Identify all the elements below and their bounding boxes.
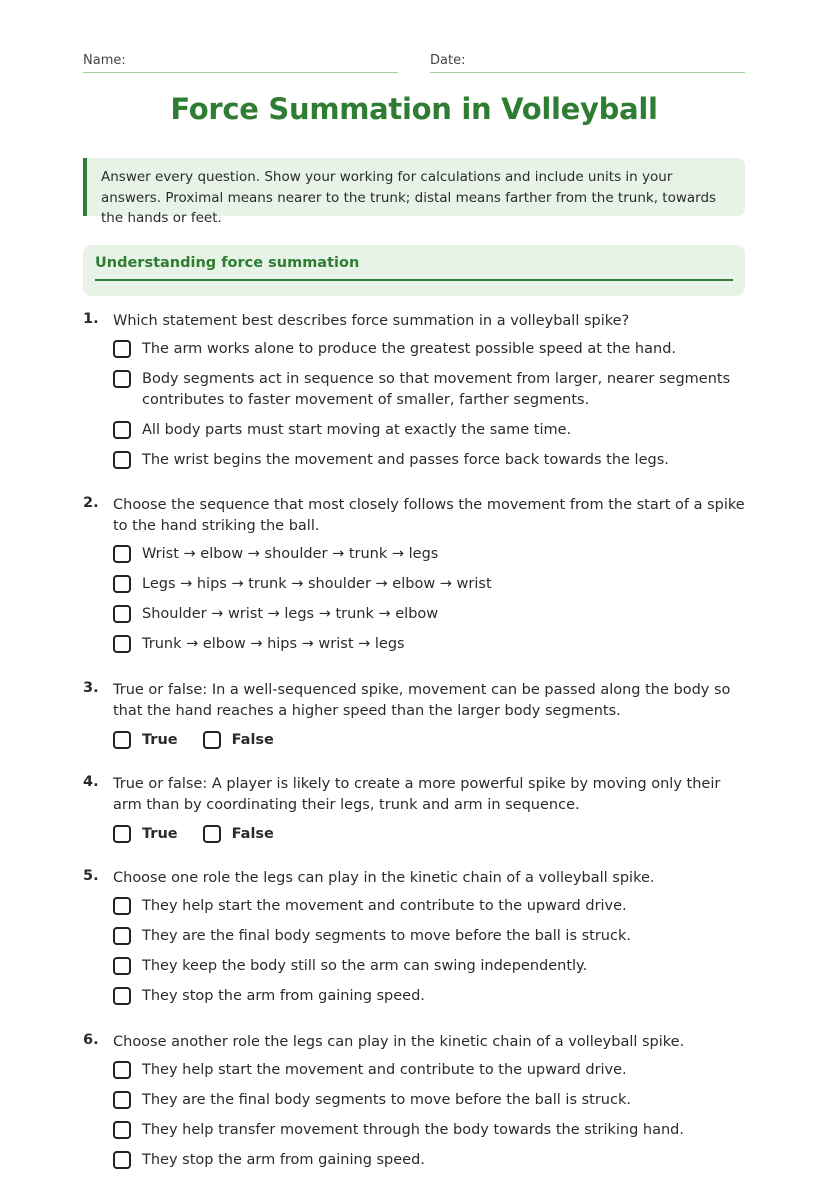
answer-option[interactable] (113, 1090, 745, 1111)
question-text: True or false: In a well-sequenced spike, movement can be passed along the body so that the hand reaches a higher speed than the larger body segments. (113, 682, 731, 719)
option-label: They stop the arm from gaining speed. (142, 1152, 425, 1168)
option-label: They are the final body segments to move before the ball is struck. (142, 1092, 631, 1108)
checkbox[interactable] (113, 1091, 131, 1109)
option-label: True (142, 732, 178, 748)
answer-option[interactable] (113, 369, 745, 411)
question-number: 6. (83, 1032, 99, 1048)
answer-option[interactable] (113, 1120, 745, 1141)
checkbox[interactable] (113, 825, 131, 843)
option-label: Trunk → elbow → hips → wrist → legs (142, 636, 405, 652)
checkbox[interactable] (113, 421, 131, 439)
answer-option[interactable] (113, 450, 745, 471)
option-label: False (231, 732, 274, 748)
checkbox[interactable] (113, 635, 131, 653)
date-label: Date: (430, 53, 466, 68)
answer-option[interactable] (113, 896, 745, 917)
checkbox[interactable] (113, 1061, 131, 1079)
option-label: Wrist → elbow → shoulder → trunk → legs (142, 546, 439, 562)
question-text: Which statement best describes force summation in a volleyball spike? (113, 313, 630, 329)
answer-option-false[interactable] (203, 824, 274, 845)
question-number: 2. (83, 495, 99, 511)
option-label: They help start the movement and contribute to the upward drive. (142, 898, 627, 914)
section-header (83, 245, 745, 296)
option-label: False (231, 826, 274, 842)
question-3 (83, 680, 745, 751)
answer-option[interactable] (113, 574, 745, 595)
question-5 (83, 868, 745, 1016)
answer-option[interactable] (113, 634, 745, 655)
option-label: Shoulder → wrist → legs → trunk → elbow (142, 606, 439, 622)
option-label: All body parts must start moving at exactly the same time. (142, 422, 572, 438)
question-text: Choose one role the legs can play in the kinetic chain of a volleyball spike. (113, 870, 655, 886)
question-text: Choose another role the legs can play in the kinetic chain of a volleyball spike. (113, 1034, 685, 1050)
checkbox[interactable] (113, 340, 131, 358)
answer-option[interactable] (113, 986, 745, 1007)
option-label: True (142, 826, 178, 842)
checkbox[interactable] (113, 575, 131, 593)
question-number: 1. (83, 311, 99, 327)
question-1 (83, 311, 745, 480)
checkbox[interactable] (113, 1151, 131, 1169)
checkbox[interactable] (113, 451, 131, 469)
checkbox[interactable] (113, 957, 131, 975)
option-label: They keep the body still so the arm can swing independently. (142, 958, 588, 974)
section-title: Understanding force summation (95, 255, 733, 281)
question-text: True or false: A player is likely to create a more powerful spike by moving only their arm than by coordinating their legs, trunk and arm in sequence. (113, 776, 721, 813)
question-number: 4. (83, 774, 99, 790)
option-label: The wrist begins the movement and passes force back towards the legs. (142, 452, 669, 468)
answer-option[interactable] (113, 604, 745, 625)
checkbox[interactable] (203, 731, 221, 749)
question-number: 3. (83, 680, 99, 696)
option-label: Legs → hips → trunk → shoulder → elbow → wrist (142, 576, 492, 592)
answer-option[interactable] (113, 956, 745, 977)
option-label: They help start the movement and contribute to the upward drive. (142, 1062, 627, 1078)
option-label: Body segments act in sequence so that movement from larger, nearer segments contributes to faster movement of smaller, farther segments. (142, 371, 731, 408)
answer-option-false[interactable] (203, 730, 274, 751)
answer-option[interactable] (113, 420, 745, 441)
instructions-box: Answer every question. Show your working for calculations and include units in your answers. Proximal means nearer to the trunk; distal means farther from the trunk, towards the hands or feet. (83, 158, 745, 216)
answer-option-true[interactable] (113, 824, 178, 845)
name-label: Name: (83, 53, 126, 68)
page-title: Force Summation in Volleyball (170, 92, 658, 126)
option-label: They are the final body segments to move before the ball is struck. (142, 928, 631, 944)
checkbox[interactable] (113, 545, 131, 563)
answer-option[interactable] (113, 544, 745, 565)
question-number: 5. (83, 868, 99, 884)
checkbox[interactable] (113, 897, 131, 915)
checkbox[interactable] (113, 1121, 131, 1139)
answer-option-true[interactable] (113, 730, 178, 751)
checkbox[interactable] (113, 605, 131, 623)
checkbox[interactable] (113, 927, 131, 945)
answer-option[interactable] (113, 1060, 745, 1081)
question-2 (83, 495, 745, 664)
option-label: The arm works alone to produce the greatest possible speed at the hand. (142, 341, 677, 357)
checkbox[interactable] (113, 370, 131, 388)
name-field[interactable] (83, 52, 398, 73)
date-field[interactable] (430, 52, 745, 73)
answer-option[interactable] (113, 1150, 745, 1171)
answer-option[interactable] (113, 339, 745, 360)
checkbox[interactable] (113, 731, 131, 749)
option-label: They stop the arm from gaining speed. (142, 988, 425, 1004)
checkbox[interactable] (203, 825, 221, 843)
question-text: Choose the sequence that most closely follows the movement from the start of a spike to the hand striking the ball. (113, 497, 745, 534)
question-4 (83, 774, 745, 845)
checkbox[interactable] (113, 987, 131, 1005)
answer-option[interactable] (113, 926, 745, 947)
question-6 (83, 1032, 745, 1180)
option-label: They help transfer movement through the body towards the striking hand. (142, 1122, 684, 1138)
